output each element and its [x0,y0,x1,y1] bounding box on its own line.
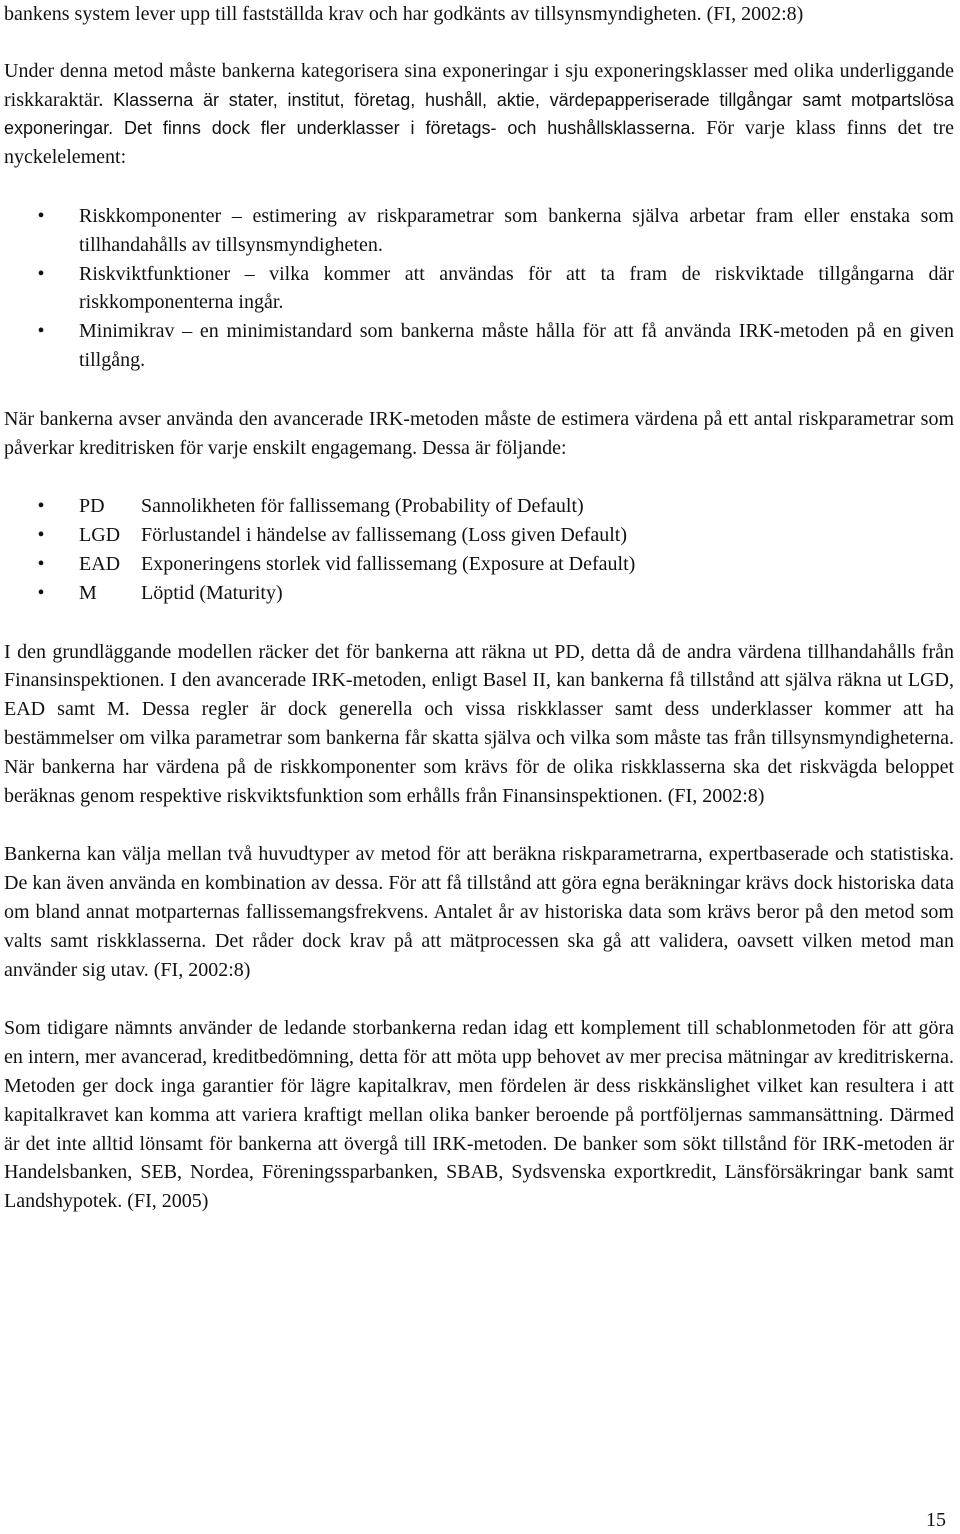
paragraph-method-types: Bankerna kan välja mellan två huvudtyper av metod för att beräkna riskparametrarna, expertbaserade och statistiska. De kan även använda en kombination av dessa. För att få tillstånd att göra egna beräkningar krävs dock historiska data om bland annat motparternas fallissemangsfrekvens. Antalet år av historiska data som krävs beror på den metod som valts samt riskklasserna. Det råder dock krav på att mätprocessen ska gå att validera, oavsett vilken metod man använder sig utav. (FI, 2002:8) [4,843,954,981]
list-item [4,550,954,579]
list-item [4,579,954,608]
paragraph-advanced-method: När bankerna avser använda den avancerade IRK-metoden måste de estimera värdena på ett antal riskparametrar som påverkar kreditrisken för varje enskilt engagemang. Dessa är följande: [4,407,954,459]
bullet-icon: • [37,552,45,575]
list-item [4,521,954,550]
paragraph-gap [4,810,954,840]
key-elements-list [4,202,954,375]
exposure-classes-intro: Under denna metod måste bankerna kategorisera sina exponeringar i sju exponeringsklasser med olika underliggande riskkaraktär. [4,59,954,111]
list-item-text: Minimikrav – en minimistandard som bankerna måste hålla för att få använda IRK-metoden på en given tillgång. [79,320,954,371]
list-item [4,260,954,318]
parameter-abbreviation: M [79,581,97,604]
document-page [4,0,954,1216]
exposure-classes-list: Klasserna är stater, institut, företag, hushåll, aktie, värdepapperiserade tillgångar samt motpartslösa exponeringar. Det finns dock fler underklasser i företags- och hushållsklasserna. [4,89,955,139]
list-item [4,317,954,375]
bullet-icon: • [37,204,45,227]
parameter-description: Förlustandel i händelse av fallissemang (Loss given Default) [141,524,627,547]
bullet-icon: • [37,524,45,547]
paragraph-big-banks: Som tidigare nämnts använder de ledande storbankerna redan idag ett komplement till schablonmetoden för att göra en intern, mer avancerad, kreditbedömning, detta för att möta upp behovet av mer precisa mätningar av kreditriskerna. Metoden ger dock inga garantier för lägre kapitalkrav, men fördelen är dess riskkänslighet vilket kan resultera i att kapitalkravet kan komma att variera kraftigt mellan olika banker beroende på portföljernas sammansättning. Därmed är det inte alltid lönsamt för bankerna att övergå till IRK-metoden. De banker som sökt tillstånd för IRK-metoden är Handelsbanken, SEB, Nordea, Föreningssparbanken, SBAB, Sydsvenska exportkredit, Länsförsäkringar bank samt Landshypotek. (FI, 2005) [4,1017,954,1213]
bullet-icon: • [37,320,45,343]
page-number: 15 [926,1509,946,1531]
parameter-description: Sannolikheten för fallissemang (Probability of Default) [141,495,584,518]
parameter-abbreviation: LGD [79,524,121,547]
list-item [4,492,954,521]
paragraph-gap [4,608,954,638]
paragraph-gap [4,375,954,405]
bullet-icon: • [37,262,45,285]
paragraph-exposure-classes [4,57,954,172]
parameter-abbreviation: EAD [79,552,121,575]
parameter-abbreviation: PD [79,495,105,518]
parameter-description: Exponeringens storlek vid fallissemang (Exposure at Default) [141,552,636,575]
paragraph-approval: bankens system lever upp till fastställda krav och har godkänts av tillsynsmyndigheten. (FI, 2002:8) [4,3,804,25]
parameter-description: Löptid (Maturity) [141,581,283,604]
key-elements-intro: För varje klass finns det tre nyckelelement: [4,117,954,169]
list-item [4,202,954,260]
risk-parameters-list [4,492,954,607]
paragraph-gap [4,462,954,492]
paragraph-gap [4,172,954,202]
paragraph-gap [4,984,954,1014]
paragraph-gap [4,29,954,57]
list-item-text: Riskkomponenter – estimering av riskparametrar som bankerna själva arbetar fram eller enstaka som tillhandahålls av tillsynsmyndigheten. [79,204,954,256]
list-item-text: Riskviktfunktioner – vilka kommer att användas för att ta fram de riskviktade tillgångarna där riskkomponenterna ingår. [79,262,954,314]
paragraph-basic-model: I den grundläggande modellen räcker det för bankerna att räkna ut PD, detta då de andra värdena tillhandahålls från Finansinspektionen. I den avancerade IRK-metoden, enligt Basel II, kan bankerna få tillstånd att själva räkna ut LGD, EAD samt M. Dessa regler är dock generella och vissa riskklasser samt dess underklasser kommer att ha bestämmelser om vilka parametrar som bankerna får skatta själva och vilka som måste tas från tillsynsmyndigheterna. När bankerna har värdena på de riskkomponenter som krävs för de olika riskklasserna ska det riskvägda beloppet beräknas genom respektive riskviktsfunktion som erhålls från Finansinspektionen. (FI, 2002:8) [4,640,954,807]
bullet-icon: • [37,581,45,604]
bullet-icon: • [37,495,45,518]
